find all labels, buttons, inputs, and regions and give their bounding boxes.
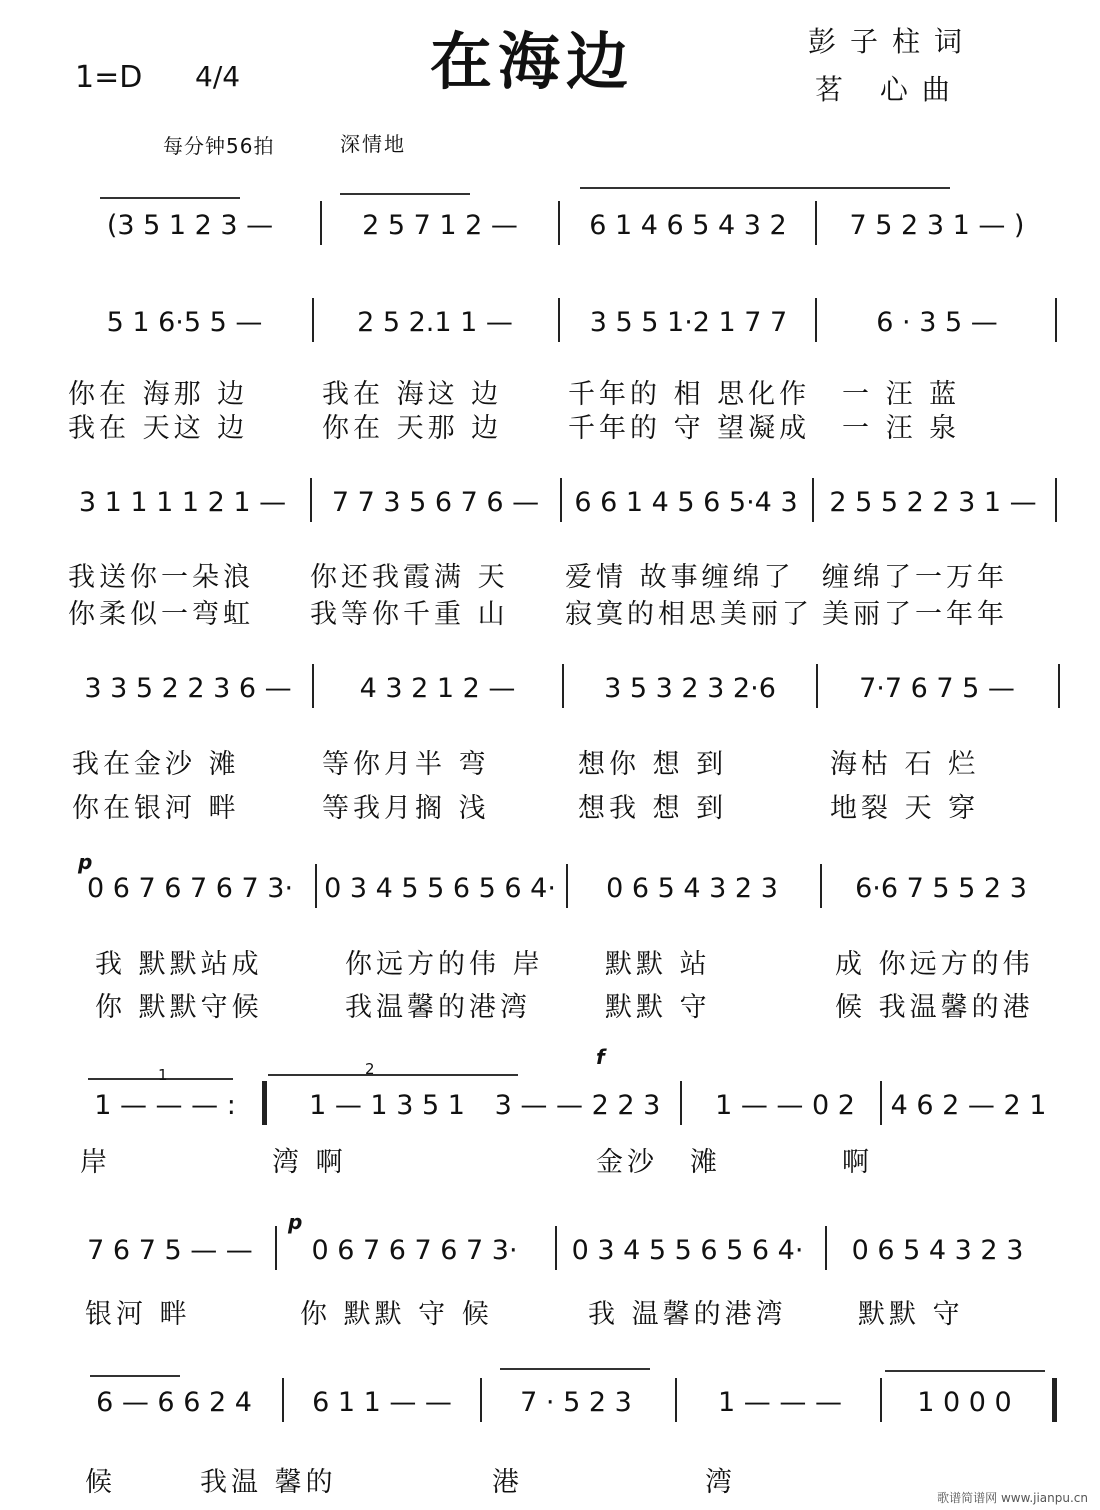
bar-line bbox=[555, 1226, 557, 1270]
measure: 0 6 5 4 3 2 3 bbox=[851, 1234, 1024, 1266]
measure: 6 6 1 4 5 6 5·4 3 bbox=[574, 486, 798, 518]
measure: 1 — — — : bbox=[94, 1089, 236, 1121]
site-watermark: 歌谱简谱网 www.jianpu.cn bbox=[937, 1491, 1088, 1505]
slur bbox=[90, 1375, 180, 1377]
lyric-line-3b bbox=[0, 786, 1100, 824]
bar-line bbox=[815, 298, 817, 342]
measure: 7 6 7 5 — — bbox=[87, 1234, 253, 1266]
repeat-bar-line bbox=[262, 1081, 267, 1125]
lyric-segment: 我 默默站成 bbox=[95, 949, 263, 980]
lyricist-credit: 彭子柱词 bbox=[808, 25, 977, 58]
bar-line bbox=[558, 298, 560, 342]
lyric-segment: 我温 馨的 bbox=[200, 1467, 337, 1498]
measure: 4 3 2 1 2 — bbox=[359, 672, 516, 704]
lyric-segment: 成 你远方的伟 bbox=[835, 949, 1034, 980]
measure: 2 5 7 1 2 — bbox=[362, 209, 518, 241]
lyric-line-1a bbox=[0, 372, 1100, 410]
lyric-line-4a bbox=[0, 942, 1100, 980]
final-bar-line bbox=[1052, 1378, 1057, 1422]
lyric-segment: 你远方的伟 岸 bbox=[345, 949, 544, 980]
measure: 0 3 4 5 5 6 5 6 4· bbox=[324, 872, 556, 904]
lyric-segment: 爱情 故事缠绵了 bbox=[565, 562, 795, 593]
lyric-segment: 默默 守 bbox=[858, 1299, 964, 1330]
bar-line bbox=[815, 201, 817, 245]
bar-line bbox=[880, 1081, 882, 1125]
measure: 6 1 1 — — bbox=[312, 1386, 452, 1418]
lyric-segment: 千年的 相 思化作 bbox=[568, 379, 811, 410]
lyric-segment: 我送你一朵浪 bbox=[68, 562, 254, 593]
key-signature: 1=D bbox=[75, 60, 143, 95]
lyric-segment: 默默 站 bbox=[605, 949, 711, 980]
measure: 7·7 6 7 5 — bbox=[859, 672, 1015, 704]
bar-line bbox=[310, 478, 312, 522]
bar-line bbox=[315, 864, 317, 908]
lyric-segment: 千年的 守 望凝成 bbox=[568, 413, 811, 444]
bar-line bbox=[1055, 478, 1057, 522]
lyric-segment: 等我月搁 浅 bbox=[322, 793, 490, 824]
lyric-segment: 啊 bbox=[842, 1147, 873, 1178]
bar-line bbox=[558, 201, 560, 245]
volta-number-1: 1 bbox=[158, 1066, 168, 1084]
bar-line bbox=[312, 664, 314, 708]
bar-line bbox=[816, 664, 818, 708]
measure: 5 1 6·5 5 — bbox=[106, 306, 263, 338]
bar-line bbox=[1055, 298, 1057, 342]
lyric-segment: 湾 啊 bbox=[272, 1147, 347, 1178]
lyric-segment: 想我 想 到 bbox=[578, 793, 728, 824]
lyric-segment: 我 温馨的港湾 bbox=[588, 1299, 787, 1330]
lyric-line-5 bbox=[0, 1140, 1100, 1178]
lyric-segment: 候 我温馨的港 bbox=[835, 992, 1034, 1023]
dynamic-marking: p bbox=[288, 1210, 303, 1234]
measure: 7 5 2 3 1 — ) bbox=[849, 209, 1025, 241]
lyric-segment: 你 默默 守 候 bbox=[300, 1299, 493, 1330]
lyric-line-1b bbox=[0, 406, 1100, 444]
measure: 6·6 7 5 5 2 3 bbox=[855, 872, 1027, 904]
song-title: 在海边 bbox=[430, 25, 635, 98]
measure: 3 5 3 2 3 2·6 bbox=[604, 672, 776, 704]
lyric-segment: 银河 畔 bbox=[85, 1299, 191, 1330]
lyric-segment: 金沙 bbox=[596, 1147, 658, 1178]
lyric-segment: 我温馨的港湾 bbox=[345, 992, 531, 1023]
measure: 7 · 5 2 3 bbox=[520, 1386, 632, 1418]
measure: 0 6 7 6 7 6 7 3· bbox=[311, 1234, 518, 1266]
slur bbox=[100, 197, 240, 199]
bar-line bbox=[560, 478, 562, 522]
measure: 2 5 5 2 2 3 1 — bbox=[829, 486, 1037, 518]
bar-line bbox=[820, 864, 822, 908]
measure: 3 5 5 1·2 1 7 7 bbox=[589, 306, 788, 338]
bar-line bbox=[275, 1226, 277, 1270]
bar-line bbox=[680, 1081, 682, 1125]
lyric-segment: 美丽了一年年 bbox=[822, 599, 1008, 630]
volta-number-2: 2 bbox=[365, 1060, 375, 1078]
measure: 2 5 2.1 1 — bbox=[357, 306, 513, 338]
bar-line bbox=[282, 1378, 284, 1422]
lyric-segment: 默默 守 bbox=[605, 992, 711, 1023]
bar-line bbox=[825, 1226, 827, 1270]
slur bbox=[885, 1370, 1045, 1372]
lyric-line-3a bbox=[0, 742, 1100, 780]
measure: 6 · 3 5 — bbox=[876, 306, 998, 338]
lyric-segment: 寂寞的相思美丽了 bbox=[565, 599, 813, 630]
dynamic-marking: f bbox=[596, 1045, 605, 1069]
lyric-segment: 缠绵了一万年 bbox=[822, 562, 1008, 593]
lyric-segment: 一 汪 蓝 bbox=[842, 379, 961, 410]
lyric-segment: 滩 bbox=[690, 1147, 721, 1178]
slur bbox=[580, 187, 950, 189]
measure: 0 6 5 4 3 2 3 bbox=[606, 872, 778, 904]
lyric-segment: 岸 bbox=[80, 1147, 111, 1178]
lyric-line-2a bbox=[0, 555, 1100, 593]
lyric-segment: 我在 海这 边 bbox=[322, 379, 503, 410]
measure: 6 — 6 6 2 4 bbox=[96, 1386, 252, 1418]
measure: 3 — — 2 2 3 bbox=[494, 1089, 661, 1121]
dynamic-marking: p bbox=[78, 850, 93, 874]
lyric-segment: 我等你千重 山 bbox=[310, 599, 509, 630]
bar-line bbox=[312, 298, 314, 342]
lyric-segment: 地裂 天 穿 bbox=[830, 793, 980, 824]
lyric-segment: 你 默默守候 bbox=[95, 992, 263, 1023]
measure: 1 — — — bbox=[718, 1386, 842, 1418]
lyric-line-2b bbox=[0, 592, 1100, 630]
bar-line bbox=[480, 1378, 482, 1422]
bar-line bbox=[566, 864, 568, 908]
measure: 3 3 5 2 2 3 6 — bbox=[84, 672, 292, 704]
bar-line bbox=[880, 1378, 882, 1422]
measure: 1 — 1 3 5 1 bbox=[309, 1089, 465, 1121]
lyric-segment: 我在金沙 滩 bbox=[72, 749, 240, 780]
lyric-segment: 等你月半 弯 bbox=[322, 749, 490, 780]
measure: 4 6 2 — 2 1 bbox=[890, 1089, 1047, 1121]
measure: 0 6 7 6 7 6 7 3· bbox=[86, 872, 294, 904]
lyric-segment: 你柔似一弯虹 bbox=[68, 599, 254, 630]
lyric-line-6 bbox=[0, 1292, 1100, 1330]
slur bbox=[340, 193, 470, 195]
lyric-segment: 一 汪 泉 bbox=[842, 413, 961, 444]
volta-bracket-2 bbox=[268, 1074, 518, 1076]
bar-line bbox=[320, 201, 322, 245]
bar-line bbox=[1058, 664, 1060, 708]
bar-line bbox=[675, 1378, 677, 1422]
lyric-segment: 候 bbox=[85, 1467, 116, 1498]
bar-line bbox=[812, 478, 814, 522]
lyric-segment: 想你 想 到 bbox=[578, 749, 728, 780]
time-signature: 4/4 bbox=[195, 60, 241, 93]
measure: 0 3 4 5 5 6 5 6 4· bbox=[571, 1234, 804, 1266]
lyric-segment: 海枯 石 烂 bbox=[830, 749, 980, 780]
measure: 3 1 1 1 1 2 1 — bbox=[78, 486, 287, 518]
slur bbox=[500, 1368, 650, 1370]
measure: 1 — — 0 2 bbox=[715, 1089, 855, 1121]
lyric-segment: 你在银河 畔 bbox=[72, 793, 240, 824]
expression-marking: 深情地 bbox=[340, 132, 406, 156]
lyric-segment: 湾 bbox=[705, 1467, 736, 1498]
lyric-segment: 你在 海那 边 bbox=[68, 379, 249, 410]
lyric-segment: 你在 天那 边 bbox=[322, 413, 503, 444]
measure: 6 1 4 6 5 4 3 2 bbox=[589, 209, 787, 241]
composer-credit: 茗 心曲 bbox=[815, 73, 964, 106]
lyric-segment: 你还我霞满 天 bbox=[310, 562, 509, 593]
measure: 1 0 0 0 bbox=[917, 1386, 1012, 1418]
measure: 7 7 3 5 6 7 6 — bbox=[331, 486, 540, 518]
lyric-segment: 我在 天这 边 bbox=[68, 413, 249, 444]
bar-line bbox=[562, 664, 564, 708]
measure: (3 5 1 2 3 — bbox=[106, 209, 274, 241]
tempo-marking: 每分钟56拍 bbox=[163, 134, 275, 158]
lyric-segment: 港 bbox=[492, 1467, 523, 1498]
lyric-line-4b bbox=[0, 985, 1100, 1023]
